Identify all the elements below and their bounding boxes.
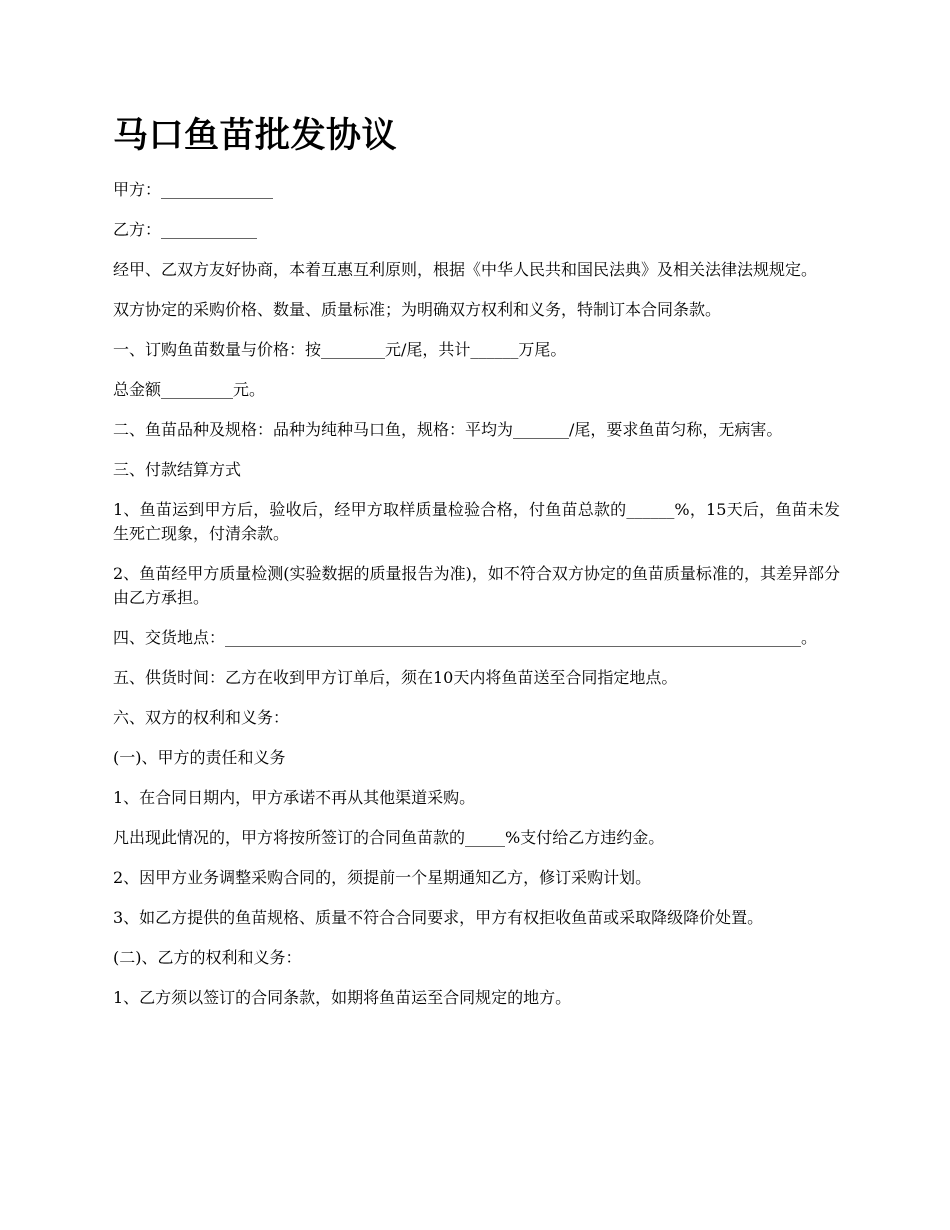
clause-3-heading: 三、付款结算方式 bbox=[113, 460, 242, 479]
party-b-duties-heading: (二)、乙方的权利和义务： bbox=[113, 948, 302, 967]
party-a-line: 甲方：______________ bbox=[113, 180, 274, 199]
party-a-duties-heading: (一)、甲方的责任和义务 bbox=[113, 748, 286, 767]
party-a-duty-1: 1、在合同日期内，甲方承诺不再从其他渠道采购。 bbox=[113, 788, 476, 807]
clause-6-heading: 六、双方的权利和义务： bbox=[113, 708, 290, 727]
clause-2-variety-spec: 二、鱼苗品种及规格：品种为纯种马口鱼，规格：平均为_______/尾，要求鱼苗匀称，无病害。 bbox=[113, 420, 783, 439]
document-body bbox=[113, 178, 840, 1026]
purpose-paragraph: 双方协定的采购价格、数量、质量标准；为明确双方权利和义务，特制订本合同条款。 bbox=[113, 300, 722, 319]
preamble-paragraph: 经甲、乙双方友好协商，本着互惠互利原则，根据《中华人民共和国民法典》及相关法律法规规定。 bbox=[113, 260, 818, 279]
clause-5-delivery-time: 五、供货时间：乙方在收到甲方订单后，须在10天内将鱼苗送至合同指定地点。 bbox=[113, 668, 678, 687]
total-amount-line: 总金额_________元。 bbox=[113, 380, 266, 399]
party-a-duty-2: 2、因甲方业务调整采购合同的，须提前一个星期通知乙方，修订采购计划。 bbox=[113, 868, 652, 887]
party-b-duty-1: 1、乙方须以签订的合同条款，如期将鱼苗运至合同规定的地方。 bbox=[113, 988, 572, 1007]
clause-4-delivery-place: 四、交货地点：________________________________________________________________________。 bbox=[113, 628, 818, 647]
party-a-duty-3: 3、如乙方提供的鱼苗规格、质量不符合合同要求，甲方有权拒收鱼苗或采取降级降价处置。 bbox=[113, 908, 764, 927]
clause-3-item-1: 1、鱼苗运到甲方后，验收后，经甲方取样质量检验合格，付鱼苗总款的______%，15天后，鱼苗未发生死亡现象，付清余款。 bbox=[113, 500, 840, 543]
clause-1-quantity-price: 一、订购鱼苗数量与价格：按________元/尾，共计______万尾。 bbox=[113, 340, 567, 359]
document-title: 马口鱼苗批发协议 bbox=[113, 115, 398, 156]
party-b-line: 乙方：____________ bbox=[113, 220, 258, 239]
clause-3-item-2: 2、鱼苗经甲方质量检测(实验数据的质量报告为准)，如不符合双方协定的鱼苗质量标准的，其差异部分由乙方承担。 bbox=[113, 564, 840, 607]
party-a-penalty-line: 凡出现此情况的，甲方将按所签订的合同鱼苗款的_____%支付给乙方违约金。 bbox=[113, 828, 665, 847]
